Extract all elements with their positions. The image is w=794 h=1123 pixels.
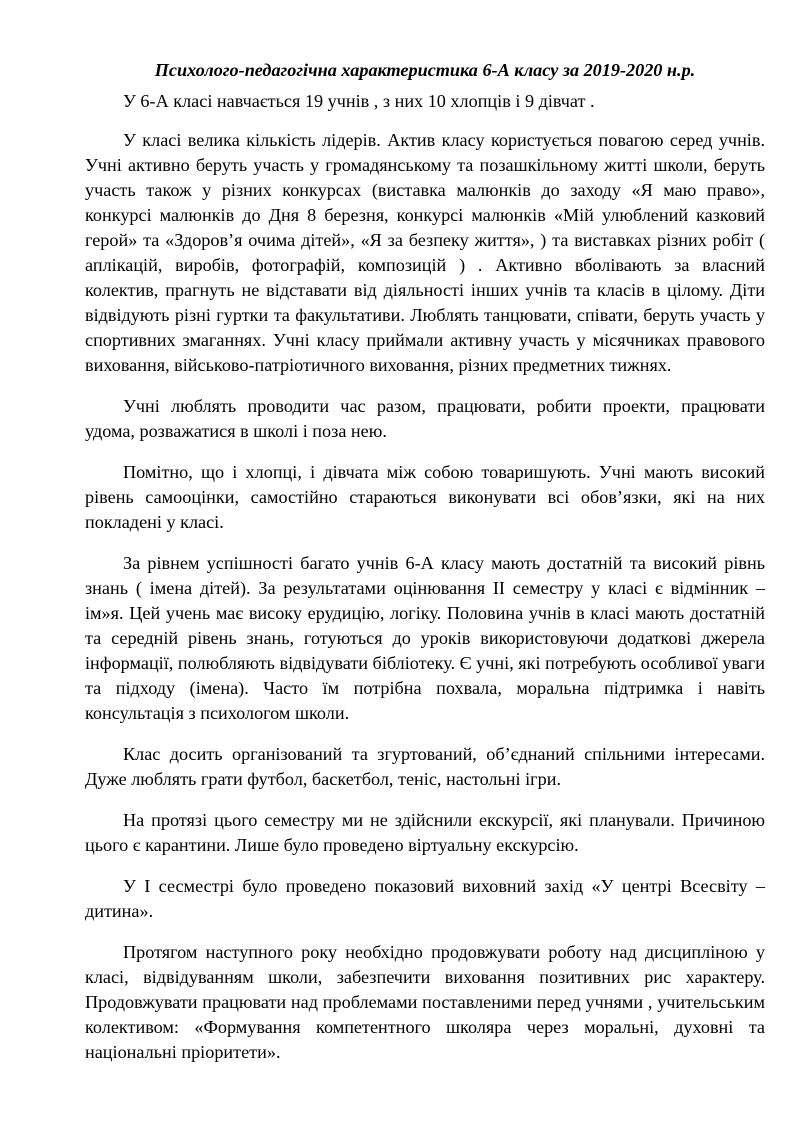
paragraph-organization: Клас досить організований та згуртований, об’єднаний спільними інтересами. Дуже люблять грати футбол, баскетбол, теніс, настольні ігри. [85, 744, 765, 789]
document-title: Психолого-педагогічна характеристика 6-А класу за 2019-2020 н.р. [154, 60, 696, 80]
paragraph-event: У І сесместрі було проведено показовий виховний захід «У центрі Всесвіту –дитина». [85, 876, 765, 921]
paragraph-next-year: Протягом наступного року необхідно продовжувати роботу над дисципліною у класі, відвідуванням школи, забезпечити виховання позитивних рис характеру. Продовжувати працювати над проблемами поставленими перед учнями , учительським колективом: «Формування компетентного школяра через моральні, духовні та національні пріоритети». [85, 942, 765, 1062]
paragraph-friendship: Помітно, що і хлопці, і дівчата між собою товаришують. Учні мають високий рівень самооцінки, самостійно стараються виконувати всі обов’язки, які на них покладені у класі. [85, 462, 765, 532]
document-page [85, 57, 765, 1081]
paragraph-excursions: На протязі цього семестру ми не здійснили екскурсії, які планували. Причиною цього є карантини. Лише було проведено віртуальну екскурсію. [85, 810, 765, 855]
paragraph-leaders-activity: У класі велика кількість лідерів. Актив класу користується повагою серед учнів. Учні активно беруть участь у громадянському та позашкільному житті школи, беруть участь також у різних конкурсах (виставка малюнків до заходу «Я маю право», конкурсі малюнків до Дня 8 березня, конкурсі малюнків «Мій улюблений казковий герой» та «Здоров’я очима дітей», «Я за безпеку життя», ) та виставках різних робіт ( аплікацій, виробів, фотографій, композицій ) . Активно вболівають за власний колектив, прагнуть не відставати від діяльності інших учнів та класів в цілому. Діти відвідують різні гуртки та факультативи. Люблять танцювати, співати, беруть участь у спортивних змаганнях. Учні класу приймали активну участь у місячниках правового виховання, військово-патріотичного виховання, різних предметних тижнях. [85, 130, 765, 375]
paragraph-performance: За рівнем успішності багато учнів 6-А класу мають достатній та високий рівнь знань ( імена дітей). За результатами оцінювання ІІ семестру у класі є відмінник – ім»я. Цей учень має високу ерудицію, логіку. Половина учнів в класі мають достатній та середній рівень знань, готуються до уроків використовуючи додаткові джерела інформації, полюбляють відвідувати бібліотеку. Є учні, які потребують особливої уваги та підходу (імена). Часто їм потрібна похвала, моральна підтримка і навіть консультація з психологом школи. [85, 553, 765, 723]
paragraph-class-size: У 6-А класі навчається 19 учнів , з них 10 хлопців і 9 дівчат . [123, 91, 595, 111]
paragraph-time-together: Учні люблять проводити час разом, працювати, робити проекти, працювати удома, розважатися в школі і поза нею. [85, 396, 765, 441]
